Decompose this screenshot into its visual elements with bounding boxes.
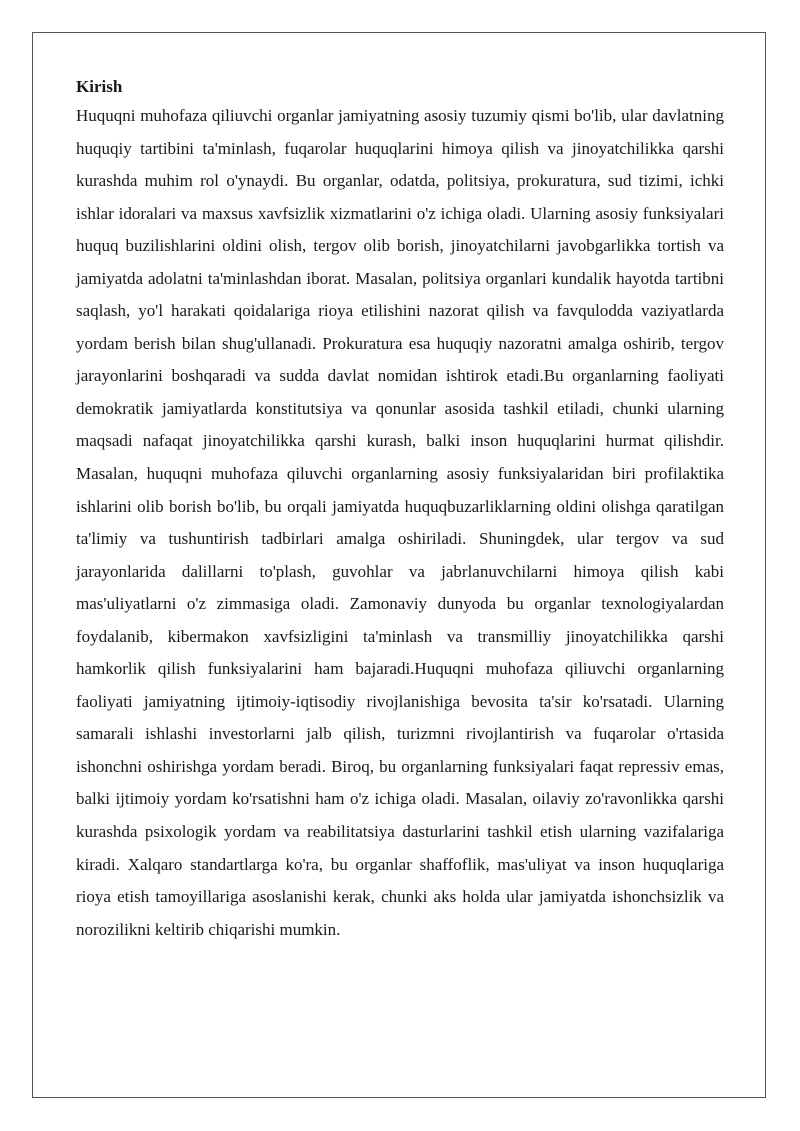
section-heading: Kirish bbox=[76, 77, 123, 96]
body-paragraph: Huquqni muhofaza qiliuvchi organlar jamiyatning asosiy tuzumiy qismi bo'lib, ular davlatning huquqiy tartibini ta'minlash, fuqarolar huquqlarini himoya qilish va jinoyatchilikka qarshi kurashda muhim rol o'ynaydi. Bu organlar, odatda, politsiya, prokuratura, sud tizimi, ichki ishlar idoralari va maxsus xavfsizlik xizmatlarini o'z ichiga oladi. Ularning asosiy funksiyalari huquq buzilishlarini oldini olish, tergov olib borish, jinoyatchilarni javobgarlikka tortish va jamiyatda adolatni ta'minlashdan iborat. Masalan, politsiya organlari kundalik hayotda tartibni saqlash, yo'l harakati qoidalariga rioya etilishini nazorat qilish va favqulodda vaziyatlarda yordam berish bilan shug'ullanadi. Prokuratura esa huquqiy nazoratni amalga oshirib, tergov jarayonlarini boshqaradi va sudda davlat nomidan ishtirok etadi.Bu organlarning faoliyati demokratik jamiyatlarda konstitutsiya va qonunlar asosida tashkil etiladi, chunki ularning maqsadi nafaqat jinoyatchilikka qarshi kurash, balki inson huquqlarini hurmat qilishdir. Masalan, huquqni muhofaza qiluvchi organlarning asosiy funksiyalaridan biri profilaktika ishlarini olib borish bo'lib, bu orqali jamiyatda huquqbuzarliklarning oldini olishga qaratilgan ta'limiy va tushuntirish tadbirlari amalga oshiriladi. Shuningdek, ular tergov va sud jarayonlarida dalillarni to'plash, guvohlar va jabrlanuvchilarni himoya qilish kabi mas'uliyatlarni o'z zimmasiga oladi. Zamonaviy dunyoda bu organlar texnologiyalardan foydalanib, kibermakon xavfsizligini ta'minlash va transmilliy jinoyatchilikka qarshi hamkorlik qilish funksiyalarini ham bajaradi.Huquqni muhofaza qiliuvchi organlarning faoliyati jamiyatning ijtimoiy-iqtisodiy rivojlanishiga bevosita ta'sir ko'rsatadi. Ularning samarali ishlashi investorlarni jalb qilish, turizmni rivojlantirish va fuqarolar o'rtasida ishonchni oshirishga yordam beradi. Biroq, bu organlarning funksiyalari faqat repressiv emas, balki ijtimoiy yordam ko'rsatishni ham o'z ichiga oladi. Masalan, oilaviy zo'ravonlikka qarshi kurashda psixologik yordam va reabilitatsiya dasturlarini tashkil etish ularning vazifalariga kiradi. Xalqaro standartlarga ko'ra, bu organlar shaffoflik, mas'uliyat va inson huquqlariga rioya etish tamoyillariga asoslanishi kerak, chunki aks holda ular jamiyatda ishonchsizlik va norozilikni keltirib chiqarishi mumkin. bbox=[76, 106, 724, 939]
document-content bbox=[76, 74, 724, 946]
